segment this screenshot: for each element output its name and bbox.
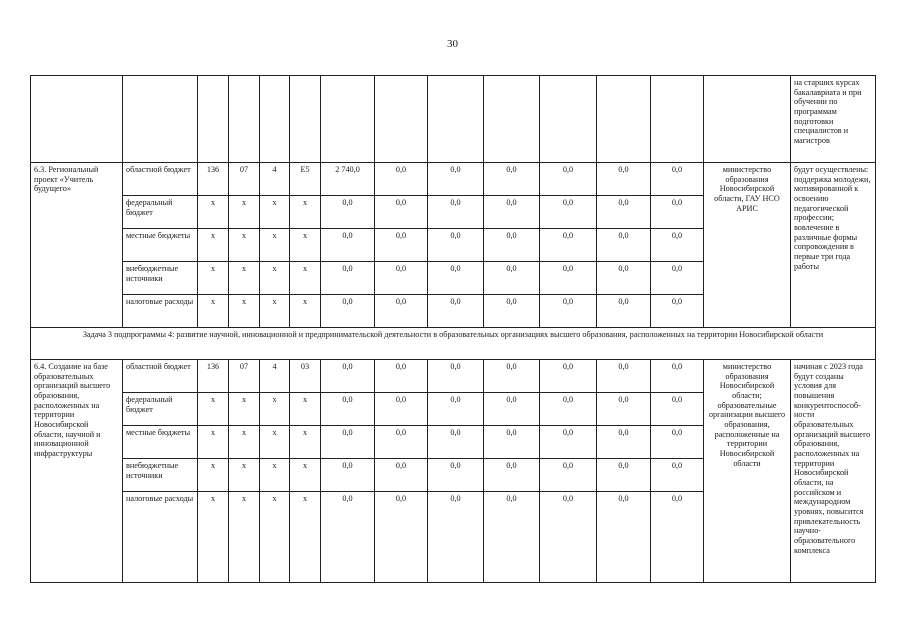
value-cell: 0,0: [484, 393, 540, 426]
outcome-cell: начиная с 2023 года будут созданы условия для повышения конкурентоспособ-ности образовательных организаций высшего образования, расположенных на территории Новосибирской области, на российском и международном уровнях, повысится привлекательность научно-образовательного комплекса: [791, 360, 876, 583]
value-cell: 0,0: [651, 360, 704, 393]
value-cell: 0,0: [540, 163, 597, 196]
value-cell: 0,0: [428, 492, 484, 583]
code-cell: x: [260, 393, 290, 426]
value-cell: 0,0: [651, 459, 704, 492]
value-cell: 0,0: [540, 393, 597, 426]
value-cell: 0,0: [651, 262, 704, 295]
code-cell: E5: [290, 163, 321, 196]
code-cell: x: [198, 229, 229, 262]
value-cell: 0,0: [428, 229, 484, 262]
value-cell: 0,0: [540, 459, 597, 492]
value-cell: 0,0: [484, 426, 540, 459]
code-cell: 07: [229, 163, 260, 196]
value-cell: 0,0: [428, 393, 484, 426]
value-cell: 0,0: [375, 459, 428, 492]
value-cell: 0,0: [540, 492, 597, 583]
value-cell: 0,0: [597, 262, 651, 295]
code-cell: x: [290, 229, 321, 262]
code-cell: x: [260, 229, 290, 262]
value-cell: 0,0: [428, 262, 484, 295]
funding-source: местные бюджеты: [123, 229, 198, 262]
value-cell: 0,0: [375, 393, 428, 426]
value-cell: 0,0: [428, 459, 484, 492]
code-cell: x: [290, 492, 321, 583]
value-cell: 0,0: [540, 262, 597, 295]
code-cell: x: [290, 262, 321, 295]
funding-source: налоговые расходы: [123, 492, 198, 583]
code-cell: 4: [260, 360, 290, 393]
table-row: [31, 76, 876, 163]
value-cell: 0,0: [375, 229, 428, 262]
value-cell: 0,0: [597, 426, 651, 459]
code-cell: x: [198, 196, 229, 229]
funding-source: федеральный бюджет: [123, 393, 198, 426]
value-cell: 0,0: [484, 295, 540, 328]
value-cell: 0,0: [375, 426, 428, 459]
code-cell: x: [290, 196, 321, 229]
value-cell: 0,0: [651, 163, 704, 196]
value-cell: 0,0: [540, 360, 597, 393]
value-cell: 0,0: [321, 360, 375, 393]
value-cell: 0,0: [484, 459, 540, 492]
code-cell: x: [198, 492, 229, 583]
table-row: [31, 163, 876, 196]
outcome-cell: будут осуществлены: поддержка молодежи, мотивированной к освоению педагогической профессии; вовлечение в различные формы сопровождения в первые три года работы: [791, 163, 876, 328]
code-cell: x: [290, 459, 321, 492]
code-cell: 03: [290, 360, 321, 393]
value-cell: 0,0: [484, 229, 540, 262]
value-cell: 0,0: [484, 262, 540, 295]
code-cell: x: [290, 426, 321, 459]
value-cell: 0,0: [651, 295, 704, 328]
code-cell: x: [260, 426, 290, 459]
value-cell: 0,0: [651, 196, 704, 229]
code-cell: x: [290, 393, 321, 426]
activity-title: 6.3. Региональный проект «Учитель будущего»: [31, 163, 123, 328]
value-cell: 0,0: [651, 492, 704, 583]
code-cell: x: [260, 295, 290, 328]
value-cell: 0,0: [651, 426, 704, 459]
activity-title: 6.4. Создание на базе образовательных организаций высшего образования, расположенных на территории Новосибирской области, научной и инновационной инфраструктуры: [31, 360, 123, 583]
funding-source: федеральный бюджет: [123, 196, 198, 229]
value-cell: 0,0: [597, 229, 651, 262]
code-cell: x: [229, 459, 260, 492]
value-cell: 0,0: [484, 163, 540, 196]
code-cell: 4: [260, 163, 290, 196]
value-cell: 0,0: [597, 360, 651, 393]
value-cell: 0,0: [540, 229, 597, 262]
executor-cell: министерство образования Новосибирской области; образовательные организации высшего образования, расположенные на территории Новосибирской области: [704, 360, 791, 583]
code-cell: x: [260, 196, 290, 229]
code-cell: x: [229, 196, 260, 229]
value-cell: 0,0: [321, 426, 375, 459]
value-cell: 0,0: [321, 459, 375, 492]
value-cell: 0,0: [375, 295, 428, 328]
funding-source: местные бюджеты: [123, 426, 198, 459]
code-cell: 136: [198, 163, 229, 196]
value-cell: 0,0: [375, 163, 428, 196]
value-cell: 0,0: [321, 262, 375, 295]
executor-cell: министерство образования Новосибирской области, ГАУ НСО АРИС: [704, 163, 791, 328]
code-cell: x: [260, 459, 290, 492]
value-cell: 0,0: [321, 196, 375, 229]
value-cell: 0,0: [597, 295, 651, 328]
value-cell: 0,0: [484, 492, 540, 583]
code-cell: x: [198, 393, 229, 426]
task-heading: Задача 3 подпрограммы 4: развитие научной, инновационной и предпринимательской деятельности в образовательных организациях высшего образования, расположенных на территории Новосибирской области: [31, 328, 876, 360]
value-cell: 0,0: [375, 492, 428, 583]
value-cell: 0,0: [597, 163, 651, 196]
value-cell: 0,0: [428, 163, 484, 196]
funding-source: внебюджетные источники: [123, 459, 198, 492]
code-cell: x: [260, 492, 290, 583]
page-number: 30: [447, 38, 458, 50]
code-cell: x: [198, 426, 229, 459]
code-cell: x: [229, 426, 260, 459]
code-cell: x: [229, 262, 260, 295]
value-cell: 0,0: [540, 295, 597, 328]
value-cell: 0,0: [428, 426, 484, 459]
funding-source: налоговые расходы: [123, 295, 198, 328]
value-cell: 0,0: [597, 393, 651, 426]
value-cell: 0,0: [540, 426, 597, 459]
value-cell: 2 740,0: [321, 163, 375, 196]
value-cell: 0,0: [321, 492, 375, 583]
code-cell: x: [198, 459, 229, 492]
code-cell: x: [229, 295, 260, 328]
value-cell: 0,0: [321, 229, 375, 262]
value-cell: 0,0: [321, 393, 375, 426]
program-table: [30, 75, 876, 583]
code-cell: 07: [229, 360, 260, 393]
value-cell: 0,0: [375, 196, 428, 229]
funding-source: областной бюджет: [123, 360, 198, 393]
value-cell: 0,0: [597, 492, 651, 583]
value-cell: 0,0: [651, 229, 704, 262]
value-cell: 0,0: [428, 360, 484, 393]
outcome-cell: на старших курсах бакалавриата и при обучении по программам подготовки специалистов и магистров: [791, 76, 876, 163]
code-cell: x: [198, 295, 229, 328]
code-cell: x: [229, 393, 260, 426]
value-cell: 0,0: [597, 196, 651, 229]
value-cell: 0,0: [484, 196, 540, 229]
code-cell: x: [290, 295, 321, 328]
code-cell: x: [229, 229, 260, 262]
value-cell: 0,0: [428, 196, 484, 229]
value-cell: 0,0: [375, 262, 428, 295]
funding-source: внебюджетные источники: [123, 262, 198, 295]
table-row: [31, 360, 876, 393]
value-cell: 0,0: [375, 360, 428, 393]
value-cell: 0,0: [484, 360, 540, 393]
value-cell: 0,0: [597, 459, 651, 492]
value-cell: 0,0: [540, 196, 597, 229]
code-cell: x: [229, 492, 260, 583]
value-cell: 0,0: [651, 393, 704, 426]
code-cell: x: [198, 262, 229, 295]
code-cell: x: [260, 262, 290, 295]
value-cell: 0,0: [321, 295, 375, 328]
funding-source: областной бюджет: [123, 163, 198, 196]
value-cell: 0,0: [428, 295, 484, 328]
task-row: [31, 328, 876, 360]
code-cell: 136: [198, 360, 229, 393]
